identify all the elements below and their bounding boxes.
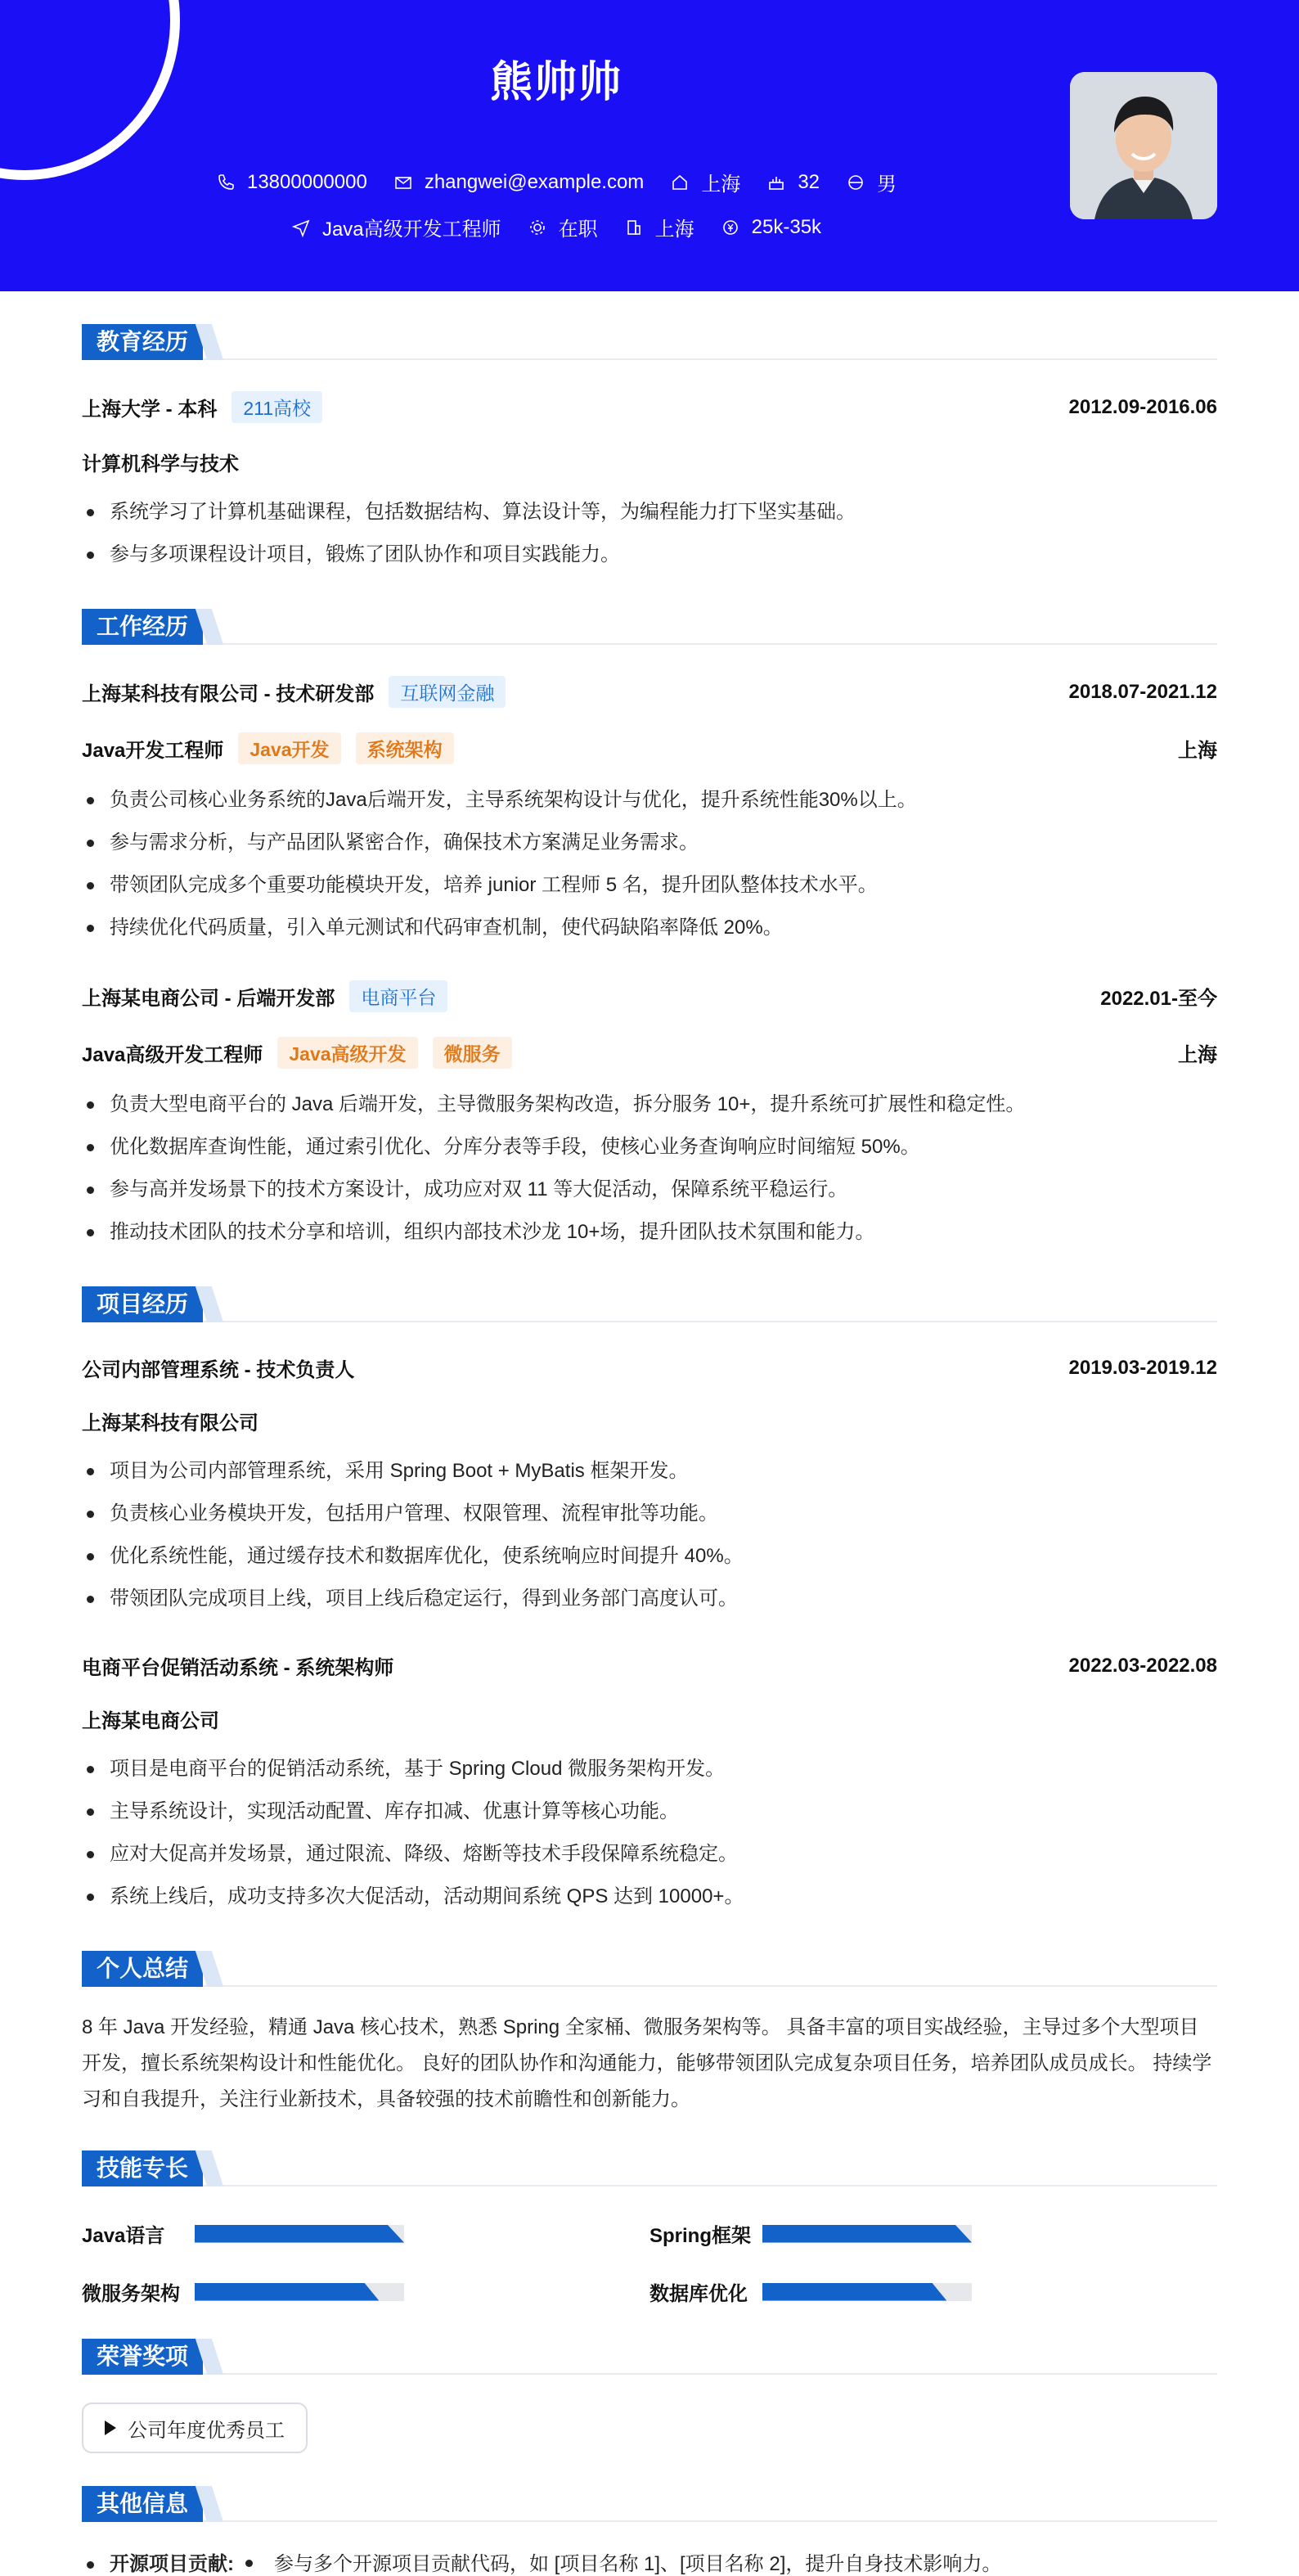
bullet-dot — [245, 2560, 253, 2567]
skill-item — [650, 2219, 1217, 2248]
education-major: 计算机科学与技术 — [82, 453, 239, 475]
gender-item — [846, 168, 897, 196]
list-item: 参与高并发场景下的技术方案设计，成功应对双 11 等大促活动，保障系统平稳运行。 — [82, 1169, 1217, 1211]
avatar-photo-icon — [1070, 72, 1217, 219]
work-role: Java高级开发工程师 — [82, 1044, 263, 1066]
gender-icon — [846, 173, 865, 192]
work-entry-1-bullets — [82, 779, 1217, 949]
status-text: 在职 — [558, 218, 598, 241]
work-entry-2-head — [82, 980, 1217, 1012]
industry-tag: 电商平台 — [349, 980, 447, 1012]
project-2-company-row — [82, 1705, 1217, 1733]
project-date: 2022.03-2022.08 — [1068, 1654, 1217, 1677]
project-company: 上海某电商公司 — [82, 1710, 219, 1732]
city-text: 上海 — [701, 173, 741, 196]
work-date: 2018.07-2021.12 — [1068, 680, 1217, 703]
job-intent-row — [0, 213, 1112, 241]
skill-bar-fill — [762, 2283, 946, 2301]
skill-bar-fill — [195, 2225, 404, 2243]
salary-item — [721, 213, 821, 241]
gender-text: 男 — [877, 173, 897, 196]
email-text: zhangwei@example.com — [424, 170, 645, 193]
list-item: 持续优化代码质量，引入单元测试和代码审查机制，使代码缺陷率降低 20%。 — [82, 907, 1217, 949]
phone-text: 13800000000 — [246, 170, 367, 193]
skill-item — [82, 2277, 650, 2306]
section-work — [82, 609, 1217, 645]
education-date: 2012.09-2016.06 — [1068, 395, 1217, 418]
project-date: 2019.03-2019.12 — [1068, 1356, 1217, 1379]
candidate-name: 熊帅帅 — [489, 59, 623, 106]
education-entry-head — [82, 391, 1217, 423]
send-icon — [291, 218, 311, 237]
section-awards-title: 荣誉奖项 — [82, 2339, 203, 2375]
skill-bar-fill — [195, 2283, 379, 2301]
skill-item — [82, 2219, 650, 2248]
section-other — [82, 2486, 1217, 2522]
position-item — [291, 213, 501, 241]
section-education — [82, 324, 1217, 360]
city-item — [670, 168, 740, 196]
list-item — [82, 2547, 1217, 2576]
salary-text: 25k-35k — [751, 215, 822, 238]
list-item: 带领团队完成多个重要功能模块开发，培养 junior 工程师 5 名，提升团队整体技术水平。 — [82, 864, 1217, 907]
project-2-head — [82, 1651, 1217, 1680]
age-item — [766, 168, 820, 196]
mail-icon — [393, 173, 413, 192]
list-item: 系统学习了计算机基础课程，包括数据结构、算法设计等，为编程能力打下坚实基础。 — [82, 491, 1217, 534]
skill-name: 数据库优化 — [650, 2283, 748, 2305]
section-summary — [82, 1951, 1217, 1987]
project-1-bullets — [82, 1450, 1217, 1620]
section-summary-title: 个人总结 — [82, 1951, 203, 1987]
project-1-company-row — [82, 1407, 1217, 1435]
position-text: Java高级开发工程师 — [321, 218, 501, 241]
skill-bar-fill — [762, 2225, 972, 2243]
work-entry-1-role-row — [82, 732, 1217, 764]
work-company: 上海某科技有限公司 - 技术研发部 — [82, 683, 375, 705]
skill-name: Spring框架 — [650, 2225, 751, 2247]
target-city-text: 上海 — [654, 218, 694, 241]
building-icon — [624, 218, 644, 237]
contact-row — [0, 168, 1112, 196]
gear-icon — [528, 218, 547, 237]
summary-text: 8 年 Java 开发经验，精通 Java 核心技术，熟悉 Spring 全家桶、微服务架构等。 具备丰富的项目实战经验，主导过多个大型项目开发，擅长系统架构设计和性能优化。 良好的团队协作和沟通能力，能够带领团队完成复杂项目任务，培养团队成员成长。 持续学习和自我提升，关注行业新技术，具备较强的技术前瞻性和创新能力。 — [82, 2016, 1212, 2110]
skills-grid — [82, 2219, 1217, 2306]
phone-item — [216, 168, 367, 196]
section-education-title: 教育经历 — [82, 324, 203, 360]
skill-name: 微服务架构 — [82, 2283, 180, 2305]
education-major-row — [82, 448, 1217, 476]
award-badge — [82, 2403, 308, 2453]
skill-bar — [195, 2283, 404, 2301]
skill-tag: 微服务 — [433, 1037, 512, 1069]
play-icon — [105, 2421, 116, 2435]
other-label: 开源项目贡献: — [110, 2553, 234, 2575]
skill-name: Java语言 — [82, 2225, 165, 2247]
list-item: 系统上线后，成功支持多次大促活动，活动期间系统 QPS 达到 10000+。 — [82, 1876, 1217, 1918]
list-item: 项目为公司内部管理系统，采用 Spring Boot + MyBatis 框架开发。 — [82, 1450, 1217, 1493]
home-icon — [670, 173, 690, 192]
section-work-title: 工作经历 — [82, 609, 203, 645]
list-item: 参与多项课程设计项目，锻炼了团队协作和项目实践能力。 — [82, 534, 1217, 576]
skill-item — [650, 2277, 1217, 2306]
target-city-item — [624, 213, 694, 241]
other-text: 参与多个开源项目贡献代码，如 [项目名称 1]、[项目名称 2]，提升自身技术影响力。 — [274, 2553, 1002, 2575]
work-city: 上海 — [1178, 740, 1217, 762]
list-item: 负责大型电商平台的 Java 后端开发，主导微服务架构改造，拆分服务 10+，提升系统可扩展性和稳定性。 — [82, 1083, 1217, 1126]
project-name: 公司内部管理系统 - 技术负责人 — [82, 1359, 355, 1381]
list-item: 项目是电商平台的促销活动系统，基于 Spring Cloud 微服务架构开发。 — [82, 1748, 1217, 1790]
age-text: 32 — [798, 170, 820, 193]
list-item: 负责核心业务模块开发，包括用户管理、权限管理、流程审批等功能。 — [82, 1493, 1217, 1535]
other-list — [82, 2547, 1217, 2576]
skill-tag: 系统架构 — [356, 732, 454, 764]
section-skills — [82, 2150, 1217, 2186]
list-item: 主导系统设计，实现活动配置、库存扣减、优惠计算等核心功能。 — [82, 1790, 1217, 1833]
section-awards — [82, 2339, 1217, 2375]
list-item: 带领团队完成项目上线，项目上线后稳定运行，得到业务部门高度认可。 — [82, 1578, 1217, 1620]
avatar — [1070, 72, 1217, 219]
skill-bar — [762, 2283, 972, 2301]
status-item — [528, 213, 598, 241]
money-icon — [721, 218, 740, 237]
skill-tag: Java开发 — [238, 732, 340, 764]
project-2-bullets — [82, 1748, 1217, 1918]
phone-icon — [216, 173, 236, 192]
list-item: 应对大促高并发场景，通过限流、降级、熔断等技术手段保障系统稳定。 — [82, 1833, 1217, 1876]
skill-tag: Java高级开发 — [277, 1037, 417, 1069]
section-other-title: 其他信息 — [82, 2486, 203, 2522]
work-company: 上海某电商公司 - 后端开发部 — [82, 988, 335, 1010]
skill-bar — [195, 2225, 404, 2243]
list-item: 参与需求分析，与产品团队紧密合作，确保技术方案满足业务需求。 — [82, 822, 1217, 864]
skill-bar — [762, 2225, 972, 2243]
industry-tag: 互联网金融 — [389, 676, 506, 708]
project-company: 上海某科技有限公司 — [82, 1412, 258, 1434]
section-skills-title: 技能专长 — [82, 2150, 203, 2186]
resume-header — [0, 0, 1299, 291]
list-item: 推动技术团队的技术分享和培训，组织内部技术沙龙 10+场，提升团队技术氛围和能力。 — [82, 1211, 1217, 1254]
education-bullets — [82, 491, 1217, 576]
work-entry-2-role-row — [82, 1037, 1217, 1069]
work-city: 上海 — [1178, 1044, 1217, 1066]
email-item — [393, 168, 645, 196]
list-item: 优化数据库查询性能，通过索引优化、分库分表等手段，使核心业务查询响应时间缩短 50%。 — [82, 1126, 1217, 1169]
project-1-head — [82, 1353, 1217, 1382]
school-name: 上海大学 - 本科 — [82, 399, 218, 421]
award-text: 公司年度优秀员工 — [128, 2419, 285, 2442]
project-name: 电商平台促销活动系统 - 系统架构师 — [82, 1657, 394, 1679]
work-entry-2-bullets — [82, 1083, 1217, 1254]
list-item: 优化系统性能，通过缓存技术和数据库优化，使系统响应时间提升 40%。 — [82, 1535, 1217, 1578]
cake-icon — [766, 173, 786, 192]
work-entry-1-head — [82, 676, 1217, 708]
section-projects — [82, 1286, 1217, 1322]
section-projects-title: 项目经历 — [82, 1286, 203, 1322]
work-role: Java开发工程师 — [82, 740, 224, 762]
list-item: 负责公司核心业务系统的Java后端开发，主导系统架构设计与优化，提升系统性能30%以上。 — [82, 779, 1217, 822]
work-date: 2022.01-至今 — [1100, 988, 1217, 1010]
school-tag: 211高校 — [231, 391, 322, 423]
